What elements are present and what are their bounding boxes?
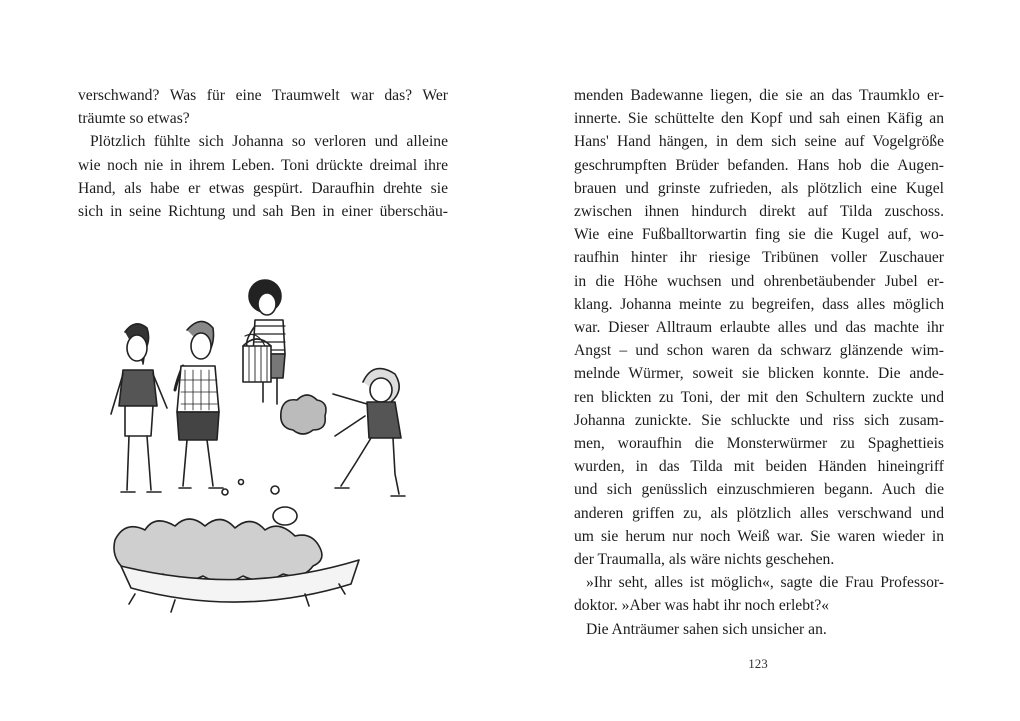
child-figure-left xyxy=(111,324,167,492)
text-line: sich in seine Richtung und sah Ben in einer überschäu- xyxy=(78,203,448,221)
text-line: Johanna zunickte. Sie schluckte und riss sich zusam- xyxy=(574,411,944,429)
right-page-text xyxy=(574,84,944,641)
text-line: doktor. »Aber was habt ihr noch erlebt?« xyxy=(574,597,830,615)
bathtub xyxy=(114,480,359,613)
left-page-text xyxy=(78,84,448,223)
ball-cloud xyxy=(281,395,326,434)
text-line: der Traumalla, als wäre nichts geschehen. xyxy=(574,551,835,569)
text-line: in die Höhe wuchsen und ohrenbetäubender Jubel er- xyxy=(574,272,944,290)
child-figure-tilda xyxy=(333,369,405,496)
text-line: war. Dieser Alltraum erlaubte alles und das machte ihr xyxy=(574,319,944,337)
child-figure-cage xyxy=(243,280,285,404)
text-line: Angst – und schon waren da schwarz glänzende wim- xyxy=(574,342,944,360)
text-line: klang. Johanna meinte zu begreifen, dass alles möglich xyxy=(574,295,944,313)
text-line: menden Badewanne liegen, die sie an das Traumklo er- xyxy=(574,87,944,104)
text-line: innerte. Sie schüttelte den Kopf und sah einen Käfig an xyxy=(574,110,944,128)
text-line: »Ihr seht, alles ist möglich«, sagte die Frau Professor- xyxy=(586,574,944,592)
text-line: men, woraufhin die Monsterwürmer zu Spaghettieis xyxy=(574,435,944,453)
text-line: und sich genüsslich einzuschmieren begann. Auch die xyxy=(574,481,944,499)
text-line: wurden, in das Tilda mit beiden Händen hineingriff xyxy=(574,458,944,476)
text-line: Hand, als habe er etwas gespürt. Daraufhin drehte sie xyxy=(78,179,448,197)
text-line: um sie herum nur noch Weiß war. Sie waren wieder in xyxy=(574,527,944,545)
text-line: verschwand? Was für eine Traumwelt war das? Wer xyxy=(78,87,448,104)
right-page xyxy=(510,0,1020,721)
illustration-children-bathtub xyxy=(95,270,440,620)
text-line: wie noch nie in ihrem Leben. Toni drückte dreimal ihre xyxy=(78,156,448,174)
text-line: ren blickten zu Toni, der mit den Schultern zuckte und xyxy=(574,388,944,406)
text-line: Die Anträumer sahen sich unsicher an. xyxy=(586,620,827,638)
text-line: träumte so etwas? xyxy=(78,110,190,128)
text-line: Hans' Hand hängen, in dem sich seine auf Vogelgröße xyxy=(574,133,944,151)
text-line: anderen griffen zu, als plötzlich alles verschwand und xyxy=(574,504,944,522)
text-line: melnde Würmer, soweit sie blicken konnte. Die ande- xyxy=(574,365,944,383)
text-line: Plötzlich fühlte sich Johanna so verloren und alleine xyxy=(90,133,448,151)
page-number: 123 xyxy=(748,656,768,671)
text-line: Wie eine Fußballtorwartin fing sie die Kugel auf, wo- xyxy=(574,226,944,244)
text-line: raufhin hinter ihr riesige Tribünen voller Zuschauer xyxy=(574,249,944,267)
text-line: geschrumpften Brüder befanden. Hans hob die Augen- xyxy=(574,156,944,174)
text-line: zwischen ihnen hindurch direkt auf Tilda zuschoss. xyxy=(574,203,944,221)
child-figure-plaid xyxy=(175,321,223,488)
text-line: brauen und grinste zufrieden, als plötzlich eine Kugel xyxy=(574,179,944,197)
